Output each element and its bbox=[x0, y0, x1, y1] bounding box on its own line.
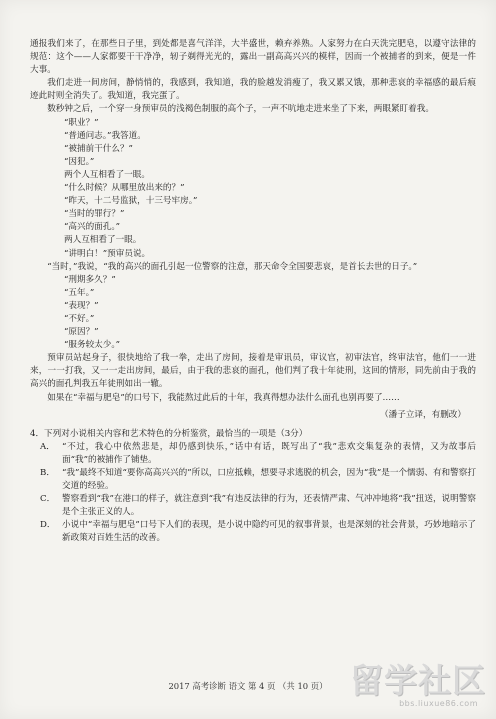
source-note: （潘子立译，有删改） bbox=[380, 409, 466, 420]
story-paragraph-1: 通报我们来了，在那些日子里，到处都是喜气洋洋，大半盛世，赖弃养熟。人家努力在白天洗完肥皂，以遵守法律的规范：这个——人家都要干干净净，轫子剃得光光的，露出一副高高兴兴的模样，因而一个被捕者的到来，便是一件大事。 bbox=[30, 39, 476, 76]
dialogue-line: “高兴的面孔。” bbox=[64, 222, 121, 233]
option-a bbox=[30, 441, 476, 467]
dialogue-line: “当时，”我说，“我的高兴的面孔引起一位警察的注意，那天命令全国要悲哀，是首长去世的日子。” bbox=[47, 261, 418, 272]
option-label: D． bbox=[40, 520, 56, 531]
dialogue-line: “昨天，十二号监狱，十三号牢房。” bbox=[64, 196, 198, 207]
option-list bbox=[30, 441, 476, 546]
option-text: “我”最终不知道“要你高高兴兴的”所以，口应抵赖，想要寻求逃脱的机会，因为“我”是一个懦弱、有和警察打交道的经验。 bbox=[62, 468, 476, 492]
dialogue-line: “原因？” bbox=[64, 327, 99, 338]
option-d bbox=[30, 519, 476, 545]
question-title: 4．下列对小说相关内容和艺术特色的分析鉴赏，最恰当的一项是（3分） bbox=[30, 428, 308, 439]
option-text: 警察看到“我”在港口的样子，就注意到“我”有违反法律的行为，还表情严肃、气冲冲地将“我”扭送，说明警察是个主张正义的人。 bbox=[62, 494, 476, 518]
dialogue-block bbox=[30, 117, 476, 353]
option-b bbox=[30, 467, 476, 493]
dialogue-line: “不好。” bbox=[64, 313, 95, 324]
dialogue-line: 两个人互相看了一眼。 bbox=[64, 169, 150, 180]
dialogue-line: “被捕前干什么？” bbox=[64, 143, 133, 154]
option-text: 小说中“幸福与肥皂”口号下人们的表现，是小说中隐约可见的叙事背景，也是深刻的社会背景，巧妙地暗示了新政策对百姓生活的改善。 bbox=[62, 520, 476, 544]
dialogue-line: “表现？” bbox=[64, 300, 99, 311]
option-label: C． bbox=[40, 494, 56, 505]
page-footer: 2017 高考诊断 语文 第 4 页 （共 10 页） bbox=[168, 681, 328, 691]
dialogue-line: “刑期多久？” bbox=[64, 274, 116, 285]
dialogue-line: “因犯。” bbox=[64, 156, 95, 167]
watermark-url: bbs.liuxue86.com bbox=[399, 699, 478, 708]
dialogue-line: “职业？” bbox=[64, 117, 99, 128]
dialogue-line: “服务较太少。” bbox=[64, 340, 121, 351]
story-paragraph-4: 预审员站起身子，很快地给了我一拳，走出了房间，接着是审讯员，审议官，初审法官，终审法官，他们一一进来，一一打我，又一一走出房间，最后，由于我的悲哀的面孔，他们判了我十年徒刑，这回的情形，同先前由于我的高兴的面孔判我五年徒刑如出一辙。 bbox=[30, 353, 476, 390]
page-content bbox=[30, 38, 476, 546]
watermark-logo bbox=[336, 655, 486, 715]
dialogue-line: “当时的罪行？” bbox=[64, 209, 125, 220]
story-paragraph-3: 数秒钟之后，一个穿一身预审员的浅褐色制服的高个子，一声不吭地走进来坐了下来，两眼紧盯着我。 bbox=[47, 104, 434, 115]
dialogue-line: “什么时候？从哪里放出来的？” bbox=[64, 183, 185, 194]
option-c bbox=[30, 493, 476, 519]
story-paragraph-5: 如果在“幸福与肥皂”的口号下，我能熬过此后的十年，我真得想办法什么面孔也别再要了…… bbox=[47, 392, 400, 403]
option-label: B． bbox=[40, 468, 55, 478]
dialogue-line: “讲明白！”预审员说。 bbox=[64, 248, 151, 259]
dialogue-line: 两人互相看了一眼。 bbox=[64, 235, 142, 246]
story-paragraph-2: 我们走进一间房间，静悄悄的，我感到，我知道，我的脸越发消瘦了，我又累又饿，那种悲哀的幸福感的最后痕迹此时则全消失了。我知道，我完蛋了。 bbox=[30, 78, 476, 102]
dialogue-line: “五年。” bbox=[64, 287, 95, 298]
dialogue-line: “普通问志。”我答道。 bbox=[64, 130, 146, 141]
option-text: “不过，我心中依然悲是，却仍感到快乐，”话中有话，既写出了“我”悲欢交集复杂的表情，又为故事后面“我”的被捕作了铺垫。 bbox=[62, 441, 476, 465]
option-label: A． bbox=[40, 441, 55, 452]
watermark-title: 留学社区 bbox=[350, 661, 486, 700]
